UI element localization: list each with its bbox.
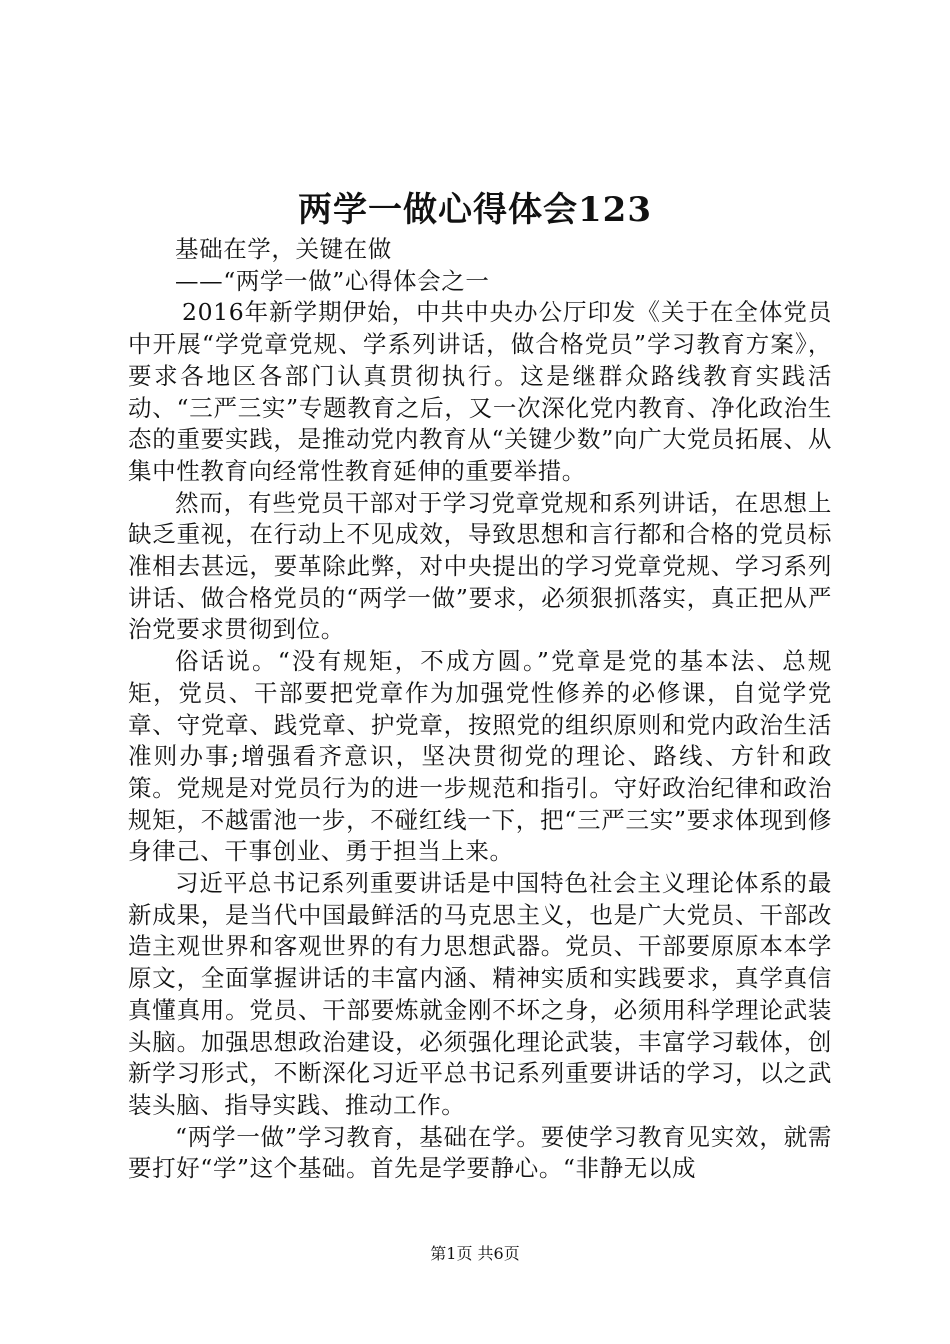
subtitle-series-line: ——“两学一做”心得体会之一	[175, 266, 490, 295]
subtitle-line: 基础在学，关键在做	[175, 235, 392, 263]
page-title: 两学一做心得体会123	[298, 190, 652, 230]
body-paragraph: “两学一做”学习教育，基础在学。要使学习教育见实效，就需要打好“学”这个基础。首先是学要静心。“非静无以成	[128, 1122, 832, 1183]
body-paragraph: 习近平总书记系列重要讲话是中国特色社会主义理论体系的最新成果，是当代中国最鲜活的马克思主义，也是广大党员、干部改造主观世界和客观世界的有力思想武器。党员、干部要原原本本学原文，全面掌握讲话的丰富内涵、精神实质和实践要求，真学真信真懂真用。党员、干部要炼就金刚不坏之身，必须用科学理论武装头脑。加强思想政治建设，必须强化理论武装，丰富学习载体，创新学习形式，不断深化习近平总书记系列重要讲话的学习，以之武装头脑、指导实践、推动工作。	[128, 869, 832, 1119]
document-body	[128, 234, 832, 1185]
body-paragraph: 2016年新学期伊始，中共中央办公厅印发《关于在全体党员中开展“学党章党规、学系列讲话，做合格党员”学习教育方案》，要求各地区各部门认真贯彻执行。这是继群众路线教育实践活动、“三严三实”专题教育之后，又一次深化党内教育、净化政治生态的重要实践，是推动党内教育从“关键少数”向广大党员拓展、从集中性教育向经常性教育延伸的重要举措。	[128, 298, 832, 485]
page-footer: 第1页 共6页	[430, 1244, 520, 1263]
body-paragraph: 然而，有些党员干部对于学习党章党规和系列讲话，在思想上缺乏重视，在行动上不见成效，导致思想和言行都和合格的党员标准相去甚远，要革除此弊，对中央提出的学习党章党规、学习系列讲话、做合格党员的“两学一做”要求，必须狠抓落实，真正把从严治党要求贯彻到位。	[128, 488, 832, 644]
body-paragraph: 俗话说。“没有规矩，不成方圆。”党章是党的基本法、总规矩，党员、干部要把党章作为加强党性修养的必修课，自觉学党章、守党章、践党章、护党章，按照党的组织原则和党内政治生活准则办事;增强看齐意识，坚决贯彻党的理论、路线、方针和政策。党规是对党员行为的进一步规范和指引。守好政治纪律和政治规矩，不越雷池一步，不碰红线一下，把“三严三实”要求体现到修身律己、干事创业、勇于担当上来。	[128, 647, 832, 866]
